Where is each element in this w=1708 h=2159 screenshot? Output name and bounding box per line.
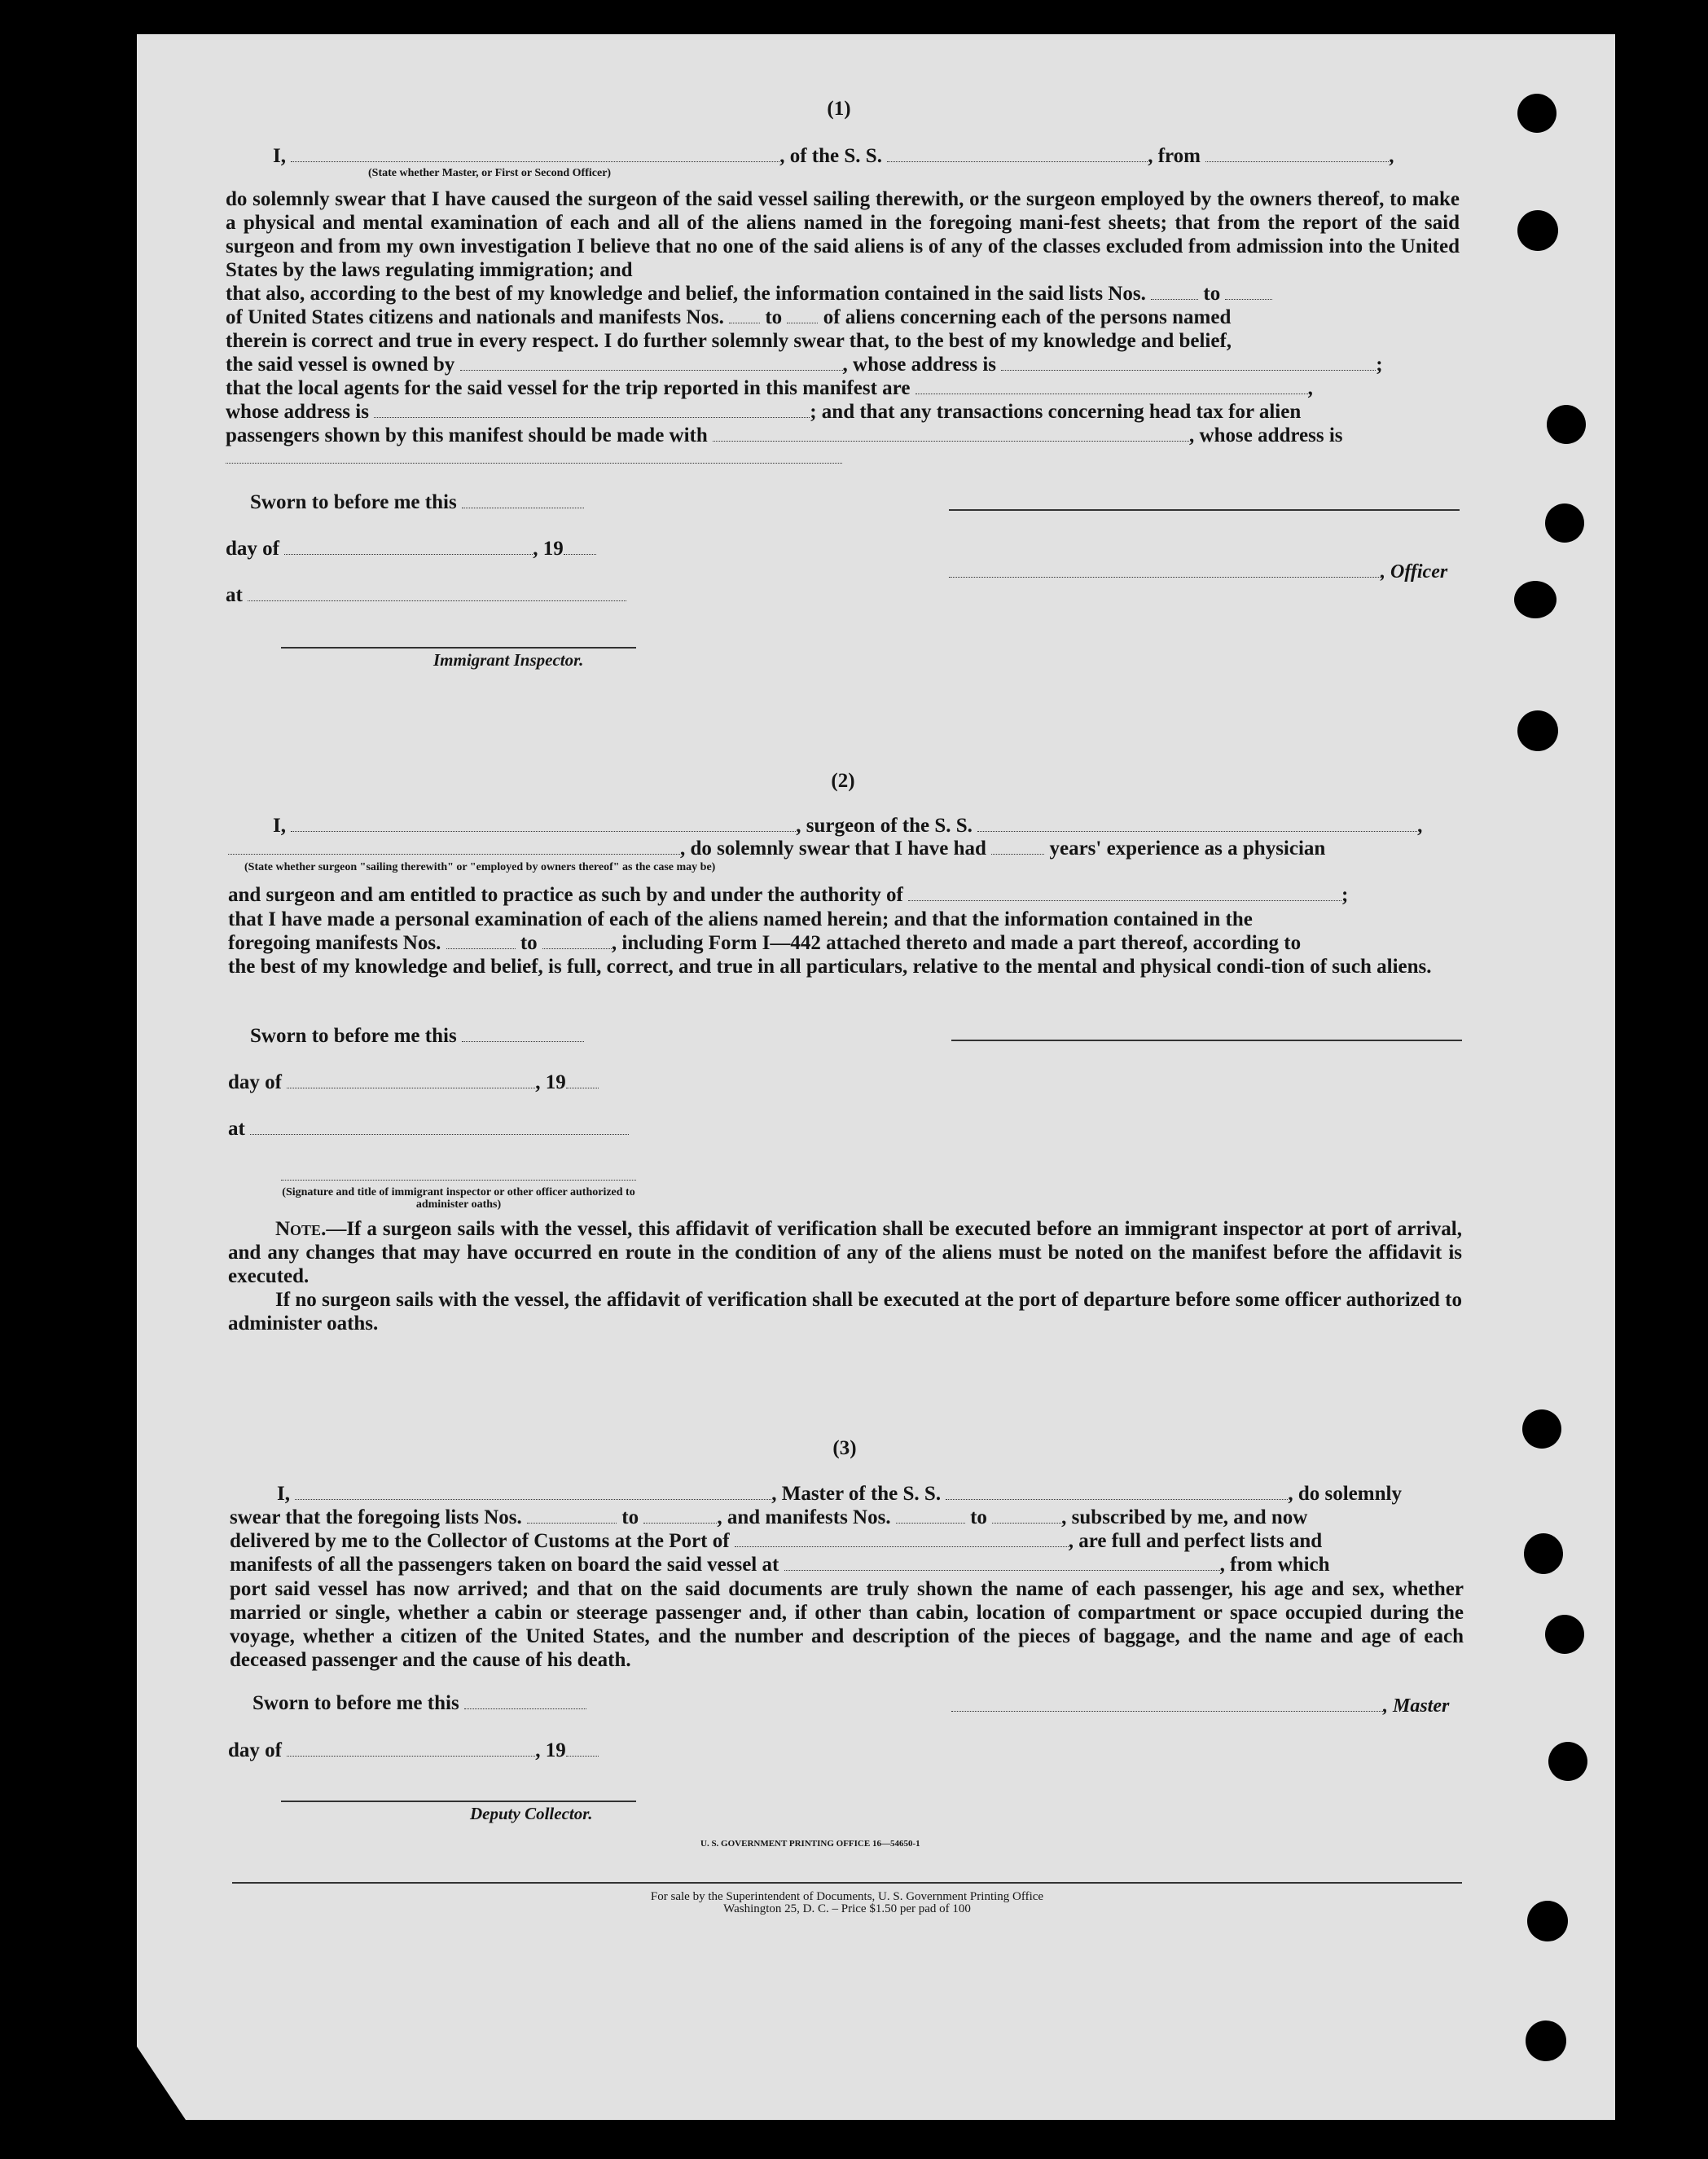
section-3-heading: (3) [832,1437,857,1459]
manifests-from-field[interactable] [896,1519,965,1524]
at-line-2 [228,1118,629,1141]
owned-line: the said vessel is owned by , whose address is ; [226,354,1383,376]
text: of United States citizens and nationals and manifests Nos. [226,306,724,328]
from-label: , from [1148,145,1201,167]
officer-note: (State whether Master, or First or Second Officer) [368,167,612,179]
body-a: that I have made a personal examination of each of the aliens named herein; and that the information contained in the [228,908,1253,930]
punch-hole [1517,94,1557,133]
body-d: therein is correct and true in every respect. I do further solemnly swear that, to the best of my knowledge and belief, [226,330,1232,352]
year-field[interactable] [566,1752,599,1757]
surgeon-name-field[interactable] [291,828,796,832]
text: , 19 [535,1739,566,1761]
sale-notice-1: For sale by the Superintendent of Documents, U. S. Government Printing Office [650,1890,1044,1903]
punch-hole [1517,710,1558,751]
sworn-line-1 [250,491,584,514]
agents-line: that the local agents for the said vessel for the trip reported in this manifest are , [226,377,1313,399]
section-2-heading: (2) [831,770,855,792]
text: , including Form I—442 attached thereto and made a part thereof, according to [611,932,1302,954]
note-2: If no surgeon sails with the vessel, the affidavit of verification shall be executed at the port of departure before some officer authorized to administer oaths. [228,1289,1462,1335]
printer-imprint: U. S. GOVERNMENT PRINTING OFFICE 16—54650-1 [700,1839,920,1849]
text: at [226,584,243,606]
text: , whose address is [842,354,997,376]
sworn-date-field[interactable] [462,504,584,508]
manifests-from-field[interactable] [729,319,760,323]
text: passengers shown by this manifest should be made with [226,424,708,446]
officer-caption: , Officer [1381,561,1448,583]
master-signature-field[interactable] [951,1708,1383,1712]
note [228,1217,1462,1288]
surgeon-signature-line[interactable] [951,1040,1462,1041]
text: manifests of all the passengers taken on board the said vessel at [230,1554,779,1576]
section-1-line-1 [273,145,1394,168]
at-line-1 [226,584,626,607]
authority-field[interactable] [908,897,1341,901]
text: to [520,932,538,954]
text: foregoing manifests Nos. [228,932,441,954]
manifest-to-field[interactable] [542,945,612,949]
manifests-to-field[interactable] [787,319,818,323]
text: , do solemnly [1288,1483,1402,1505]
officer-line [949,561,1447,583]
text: Sworn to before me this [250,1025,457,1047]
place-field[interactable] [250,1131,629,1135]
text: day of [228,1071,282,1093]
comma: , [1389,145,1394,167]
punch-hole [1548,1742,1587,1781]
agents-address-line [226,400,1460,424]
text: , whose address is [1189,424,1343,446]
note-label: Note. [275,1218,327,1240]
text: I, [273,815,286,837]
text: , subscribed by me, and now [1061,1506,1308,1528]
deputy-caption: Deputy Collector. [470,1804,593,1823]
section-3-line-2 [230,1506,1307,1529]
inspector-caption: Immigrant Inspector. [433,650,584,670]
manifests-to-field[interactable] [992,1519,1061,1524]
ship-label: , of the S. S. [779,145,882,167]
lists-to-field[interactable] [643,1519,717,1524]
surgeon-note: (State whether surgeon "sailing therewith" or "employed by owners thereof" as the case may be) [244,861,716,873]
years-field[interactable] [991,851,1044,855]
inspector-signature-line[interactable] [281,647,636,649]
punch-hole [1526,2020,1566,2061]
text: , 19 [533,538,564,560]
year-field[interactable] [564,551,596,555]
address-continuation-field[interactable] [226,463,842,464]
text: Sworn to before me this [252,1692,459,1714]
embarkation-port-field[interactable] [784,1567,1220,1571]
section-2-line-1: I, , surgeon of the S. S. , [273,815,1423,837]
text: , and manifests Nos. [717,1506,891,1528]
owner-field[interactable] [460,367,843,371]
oath-i: I, [273,145,286,167]
surgeon-status-field[interactable] [228,851,680,855]
month-field[interactable] [287,1084,535,1088]
master-name-field[interactable] [295,1496,771,1500]
text: , surgeon of the S. S. [796,815,973,837]
text: that also, according to the best of my knowledge and belief, the information contained in the said lists Nos. [226,283,1146,305]
lists-from-field[interactable] [527,1519,617,1524]
punch-hole [1514,581,1557,618]
day-line-3 [228,1739,599,1762]
text: day of [226,538,279,560]
month-field[interactable] [287,1752,535,1757]
punch-hole [1527,1901,1568,1941]
text: to [765,306,783,328]
text: , 19 [535,1071,566,1093]
text: to [1203,283,1221,305]
text: , do solemnly swear that I have had [680,838,986,860]
text: , from which [1219,1554,1330,1576]
text: I, [277,1483,290,1505]
text: , are full and perfect lists and [1068,1530,1323,1552]
lists-to-field[interactable] [1225,296,1272,300]
day-line-1 [226,538,596,561]
text: the said vessel is owned by [226,354,455,376]
text: at [228,1118,245,1140]
deputy-signature-line[interactable] [281,1801,636,1802]
agents-address-field[interactable] [374,414,810,418]
text: Sworn to before me this [250,491,457,513]
nos-line [228,931,1462,955]
text: and surgeon and am entitled to practice as such by and under the authority of [228,884,903,906]
surgeon-ship-field[interactable] [977,828,1417,832]
text: to [621,1506,639,1528]
note-block [228,1217,1462,1335]
owner-address-field[interactable] [1001,367,1376,371]
body-a: do solemnly swear that I have caused the surgeon of the said vessel sailing therewith, or the surgeon employed by the owners thereof, to make a physical and mental examination of each and all of the aliens named in the foregoing mani-fest sheets; that from the report of the said surgeon and from my own investigation I believe that no one of the said aliens is of any of the classes excluded from admission into the United States by the laws regulating immigration; and [226,188,1460,281]
note-text: —If a surgeon sails with the vessel, this affidavit of verification shall be executed before an immigrant inspector at port of arrival, and any changes that may have occurred en route in the condition of any of the aliens must be noted on the manifest before the affidavit is executed. [228,1218,1462,1287]
master-caption: , Master [1383,1695,1450,1717]
section-3-line-3 [230,1530,1322,1553]
signature-caption: (Signature and title of immigrant inspector or other officer authorized to administer oaths) [282,1186,635,1211]
punch-hole [1524,1533,1563,1574]
authority-line: and surgeon and am entitled to practice as such by and under the authority of ; [228,884,1349,906]
master-line [951,1695,1449,1717]
text: years' experience as a physician [1049,838,1326,860]
lists-from-field[interactable] [1151,296,1198,300]
year-field[interactable] [566,1084,599,1088]
text: swear that the foregoing lists Nos. [230,1506,522,1528]
head-tax-contact-field[interactable] [713,438,1189,442]
section-3-line-1 [277,1483,1402,1506]
text: , Master of the S. S. [771,1483,942,1505]
sworn-date-field[interactable] [464,1705,586,1709]
manifest-from-field[interactable] [446,945,516,949]
footer-rule [232,1882,1462,1884]
section-3-line-4 [230,1554,1330,1576]
section-2-line-2 [228,838,1325,860]
sworn-line-3 [252,1692,586,1715]
officer-signature-field[interactable] [949,574,1381,578]
ship-name-field[interactable] [887,158,1148,162]
punch-hole [1517,210,1558,251]
text: of aliens concerning each of the persons named [823,306,1232,328]
sworn-date-field[interactable] [462,1038,584,1042]
text: that the local agents for the said vessel for the trip reported in this manifest are [226,377,911,399]
punch-hole [1547,405,1586,444]
body-c [226,306,1460,329]
witness-signature-line[interactable] [281,1180,636,1181]
sworn-line-2 [250,1025,584,1048]
officer-signature-line[interactable] [949,509,1460,511]
month-field[interactable] [284,551,533,555]
punch-hole [1545,1615,1584,1654]
punch-hole [1522,1409,1561,1449]
section-2-body [228,908,1462,978]
text: ; and that any transactions concerning head tax for alien [810,401,1302,423]
text: whose address is [226,401,369,423]
sale-notice-2: Washington 25, D. C. – Price $1.50 per pad of 100 [723,1902,971,1915]
punch-hole [1545,503,1584,543]
body-b: the best of my knowledge and belief, is full, correct, and true in all particulars, relative to the mental and physical condi-tion of such aliens. [228,956,1432,978]
body-b [226,282,1460,306]
port-field[interactable] [735,1543,1069,1547]
day-line-2 [228,1071,599,1094]
section-3-body: port said vessel has now arrived; and that on the said documents are truly shown the name of each passenger, his age and sex, whether married or single, whether a cabin or steerage passenger and, if other than cabin, location of compartment or space occupied during the voyage, whether a citizen of the United States, and the number and description of the pieces of baggage, and the name and age of each deceased passenger and the cause of his death. [230,1578,1464,1671]
section-1-body [226,187,1460,447]
text: delivered by me to the Collector of Customs at the Port of [230,1530,730,1552]
section-1-heading: (1) [827,98,851,120]
agents-field[interactable] [915,390,1308,394]
master-ship-field[interactable] [946,1496,1288,1500]
passengers-line [226,424,1460,447]
from-port-field[interactable] [1205,158,1389,162]
text: day of [228,1739,282,1761]
place-field[interactable] [248,597,626,601]
officer-name-field[interactable] [291,158,779,162]
text: to [970,1506,987,1528]
